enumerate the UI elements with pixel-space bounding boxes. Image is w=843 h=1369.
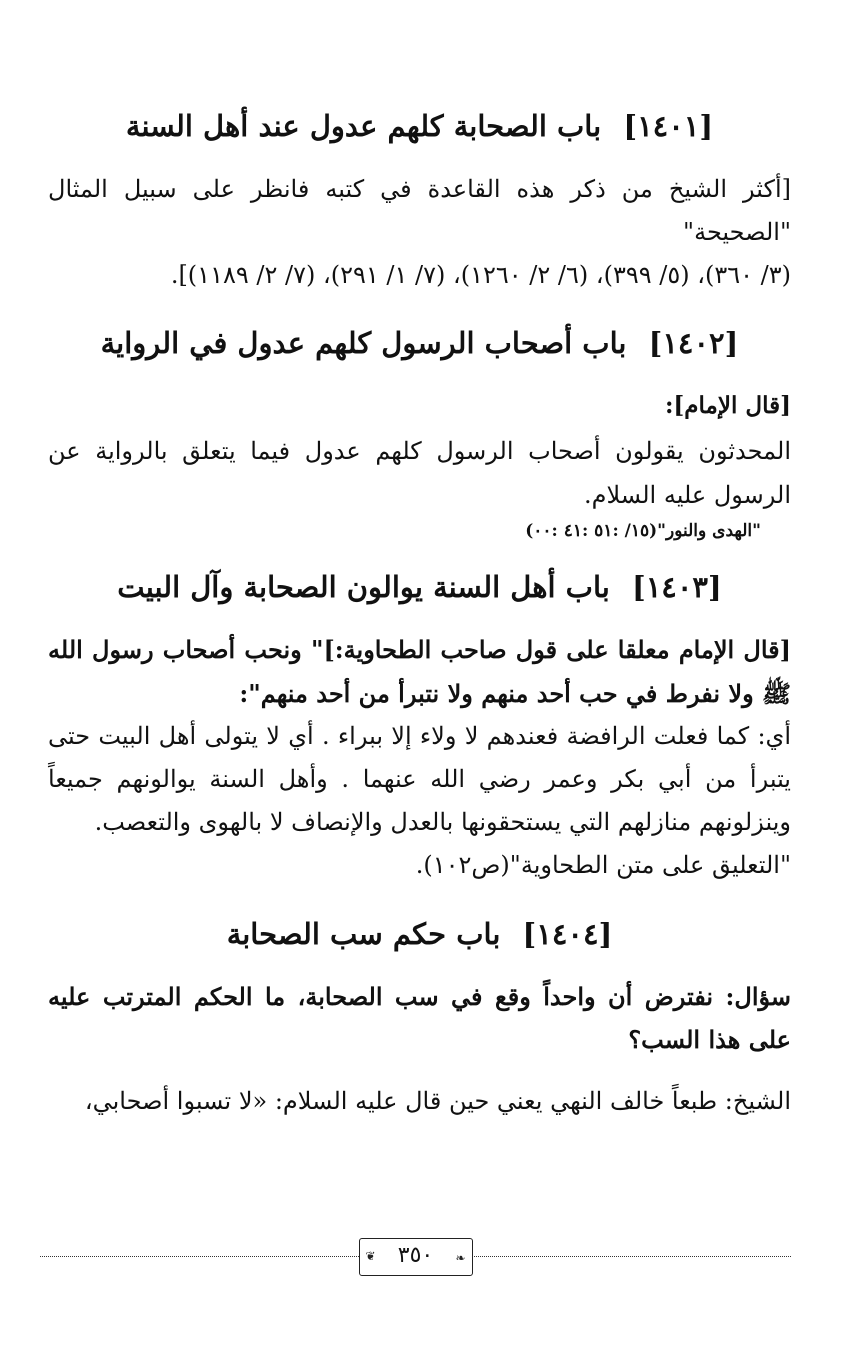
page-content	[48, 108, 791, 1123]
section-heading: باب أهل السنة يوالون الصحابة وآل البيت	[117, 569, 610, 604]
section-number: [١٤٠٤]	[522, 916, 613, 951]
section-heading: باب أصحاب الرسول كلهم عدول في الرواية	[100, 326, 627, 361]
page-footer	[40, 1238, 791, 1282]
paragraph: المحدثون يقولون أصحاب الرسول كلهم عدول فيما يتعلق بالرواية عن الرسول عليه السلام.	[48, 437, 791, 509]
ornament-icon: ❧	[455, 1251, 466, 1265]
source-citation: "التعليق على متن الطحاوية"(ص١٠٢).	[415, 851, 791, 880]
section-number: [١٤٠٣]	[631, 569, 722, 604]
section-number: [١٤٠٢]	[648, 326, 739, 361]
answer: الشيخ: طبعاً خالف النهي يعني حين قال عليه السلام: «لا تسبوا أصحابي،	[84, 1086, 791, 1115]
section-title-1402	[48, 325, 791, 363]
section-heading: باب الصحابة كلهم عدول عند أهل السنة	[125, 109, 602, 143]
section-heading: باب حكم سب الصحابة	[226, 916, 501, 951]
section-title-1401	[48, 108, 791, 146]
quoted-intro: [قال الإمام معلقا على قول صاحب الطحاوية:]" ونحب أصحاب رسول الله ﷺ ولا نفرط في حب أحد منهم ولا نتبرأ من أحد منهم":	[48, 635, 791, 708]
ornament-icon: ❦	[365, 1249, 376, 1263]
paragraph: أي: كما فعلت الرافضة فعندهم لا ولاء إلا ببراء . أي لا يتولى أهل البيت حتى يتبرأ من أبي بكر وعمر رضي الله عنهما . وأهل السنة يوالونهم جميعاً وينزلونهم منازلهم التي يستحقونها بالعدل والإنصاف لا بالهوى والتعصب.	[48, 721, 792, 837]
source-citation: "الهدى والنور"(١٥/ :٥١ :٤١ :٠٠)	[525, 520, 761, 541]
question: سؤال: نفترض أن واحداً وقع في سب الصحابة، ما الحكم المترتب عليه على هذا السب؟	[48, 982, 791, 1055]
page-number-box	[359, 1238, 473, 1276]
section-title-1403	[48, 569, 791, 607]
speaker-label: [قال الإمام]:	[664, 391, 791, 419]
page-number: ٣٥٠	[397, 1243, 434, 1268]
section-title-1404	[48, 916, 791, 954]
paragraph-references: (٣/ ٣٦٠)، (٥/ ٣٩٩)، (٦/ ٢/ ١٢٦٠)، (٧/ ١/ ٢٩١)، (٧/ ٢/ ١١٨٩)].	[170, 261, 791, 290]
section-number: [١٤٠١]	[623, 109, 714, 143]
paragraph: [أكثر الشيخ من ذكر هذه القاعدة في كتبه فانظر على سبيل المثال "الصحيحة"	[48, 174, 791, 246]
